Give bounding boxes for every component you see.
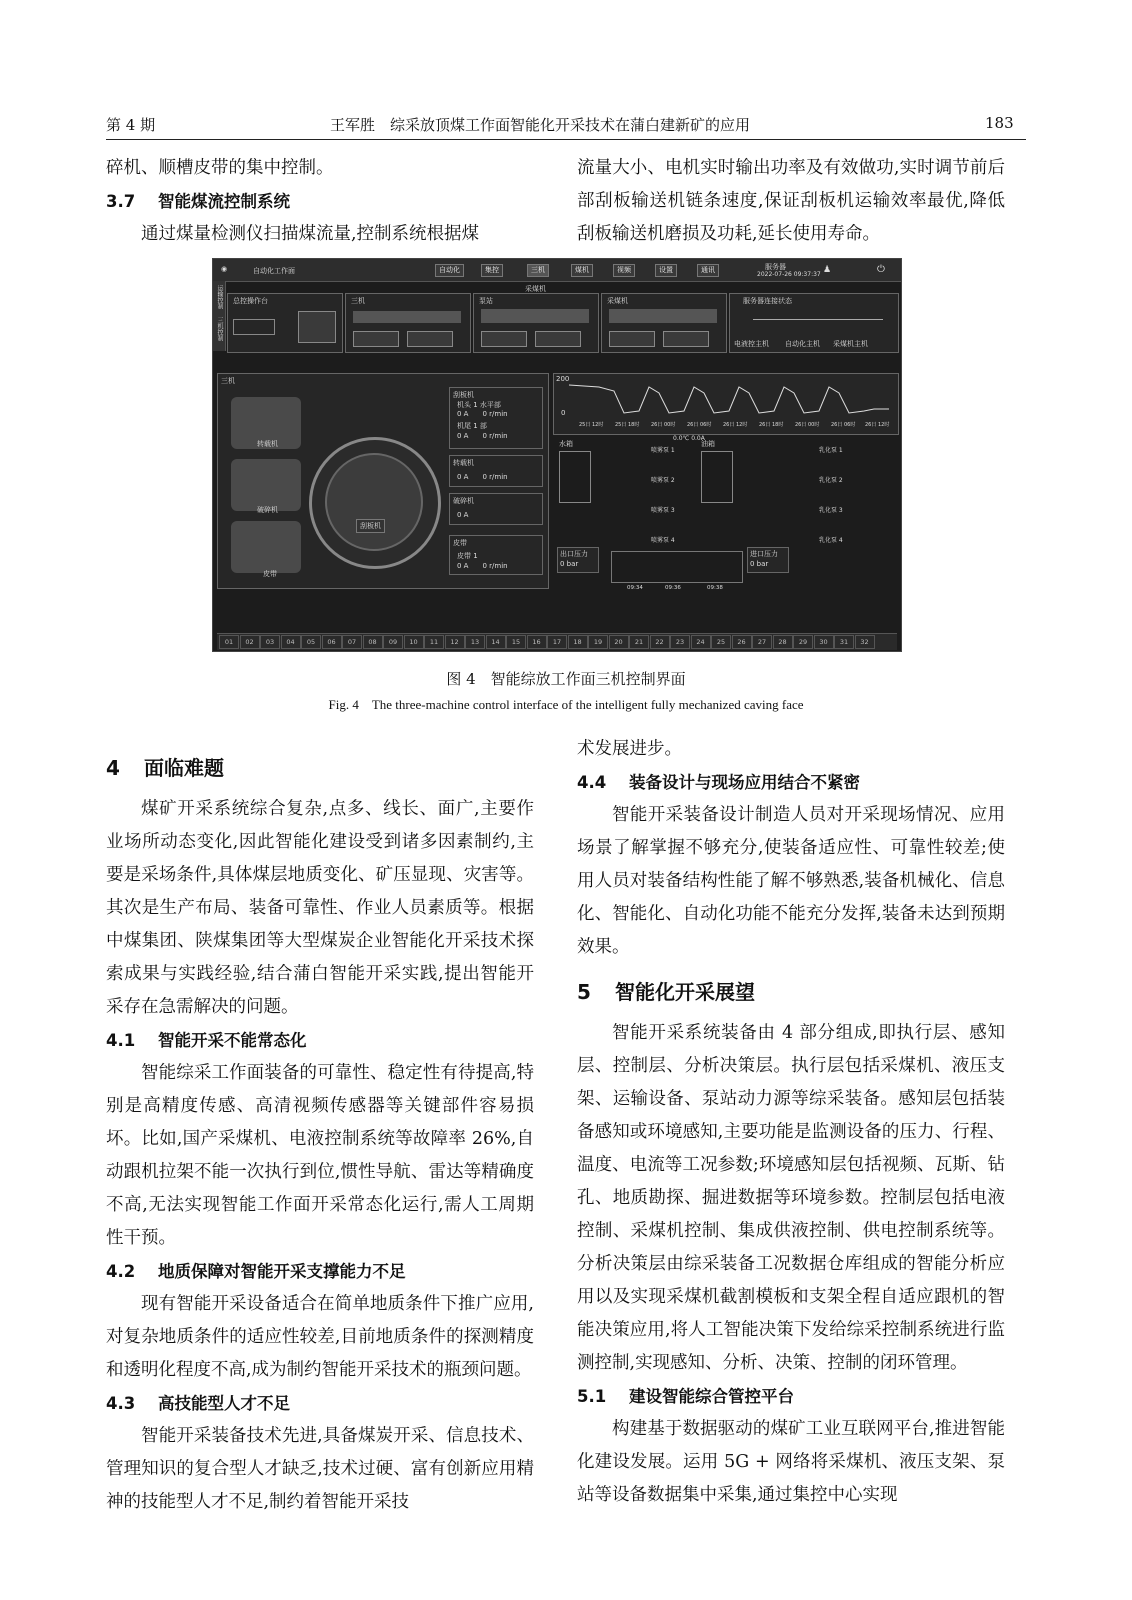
section-title: 三机: [221, 377, 235, 385]
section-number: 5: [577, 980, 591, 1004]
section-title: 面临难题: [144, 756, 224, 780]
support-index-item[interactable]: 12: [445, 635, 465, 649]
ui-server-label: 服务器: [765, 263, 786, 271]
chart-x-label: 26日 06时: [831, 422, 856, 428]
support-index-item[interactable]: 31: [834, 635, 854, 649]
figure-caption-cn: 图 4 智能综放工作面三机控制界面: [446, 670, 686, 688]
support-index-item[interactable]: 05: [301, 635, 321, 649]
paragraph: 智能开采装备技术先进,具备煤炭开采、信息技术、管理知识的复合型人才缺乏,技术过硬、富有创新应用精神的技能型人才不足,制约着智能开采技: [106, 1426, 534, 1512]
support-index-item[interactable]: 03: [260, 635, 280, 649]
center-dial-label: 刮板机: [356, 519, 385, 533]
oil-tank-label: 油箱: [701, 440, 715, 448]
readout-title: 破碎机: [453, 497, 474, 505]
ui-tab[interactable]: 视频: [613, 264, 635, 277]
section-title: 智能化开采展望: [615, 980, 755, 1004]
inlet-pressure-value: 0 bar: [750, 560, 769, 568]
left-column: [106, 740, 534, 1519]
server-node: 电液控主机: [734, 340, 769, 348]
panel-image: [609, 309, 717, 323]
pump-left: 喷雾泵 2: [651, 477, 675, 484]
support-index-item[interactable]: 01: [219, 635, 239, 649]
chart-x-label: 26日 06时: [687, 422, 712, 428]
chart-y-label: 0: [561, 409, 566, 417]
time-label: 09:38: [707, 585, 723, 591]
pump-left: 喷雾泵 3: [651, 507, 675, 514]
readout-title: 皮带: [453, 539, 467, 547]
figure-caption-en: Fig. 4 The three-machine control interface of the intelligent fully mechanized caving face: [328, 697, 804, 712]
water-tank: [559, 451, 591, 503]
panel-button[interactable]: [407, 331, 453, 347]
machine-image: [231, 521, 301, 573]
ui-side-tab[interactable]: 三机控制: [216, 317, 223, 341]
support-index-item[interactable]: 29: [793, 635, 813, 649]
ui-center-top-label: 采煤机: [525, 285, 546, 293]
support-index-item[interactable]: 07: [342, 635, 362, 649]
panel-image: [353, 311, 461, 323]
machine-label: 破碎机: [257, 506, 278, 514]
support-index-item[interactable]: 20: [609, 635, 629, 649]
support-index-item[interactable]: 17: [547, 635, 567, 649]
chart-x-label: 26日 18时: [759, 422, 784, 428]
chart-x-axis: [569, 421, 889, 431]
readout-line: 皮带 1: [457, 552, 478, 560]
section-title: 装备设计与现场应用结合不紧密: [629, 773, 860, 792]
support-index-item[interactable]: 11: [424, 635, 444, 649]
section-number: 4.2: [106, 1262, 136, 1281]
panel-button[interactable]: [609, 331, 655, 347]
section-heading: [577, 1380, 1005, 1413]
chart-x-label: 26日 12时: [723, 422, 748, 428]
right-column: [577, 733, 1005, 1512]
top-right-column: [577, 152, 1005, 251]
readout-line: 0 A 0 r/min: [457, 562, 508, 570]
chart-x-label: 25日 18时: [615, 422, 640, 428]
panel-button[interactable]: [353, 331, 399, 347]
header-rule: [106, 139, 1026, 140]
pressure-chart: [611, 551, 743, 583]
panel-title: 总控操作台: [233, 297, 268, 305]
support-index-item[interactable]: 19: [588, 635, 608, 649]
support-index-item[interactable]: 30: [814, 635, 834, 649]
chart-y-label: 200: [556, 375, 570, 383]
section-heading: [106, 185, 534, 218]
server-link-line: [753, 319, 883, 320]
paragraph: 智能开采系统装备由 4 部分组成,即执行层、感知层、控制层、分析决策层。执行层包括采煤机、液压支架、运输设备、泵站动力源等综采装备。感知层包括装备感知或环境感知,主要功能是监测设备的压力、行程、温度、电流等工况参数;环境感知层包括视频、瓦斯、钻孔、地质勘探、掘进数据等环境参数。控制层包括电液控制、采煤机控制、集成供液控制、供电控制系统等。分析决策层由综采装备工况数据仓库组成的智能分析应用以及实现采煤机截割模板和支架全程自适应跟机的智能决策应用,将人工智能决策下发给综采控制系统进行监测控制,实现感知、分析、决策、控制的闭环管理。: [577, 1023, 1005, 1373]
outlet-pressure-value: 0 bar: [560, 560, 579, 568]
paragraph: 现有智能开采设备适合在简单地质条件下推广应用,对复杂地质条件的适应性较差,目前地质条件的探测精度和透明化程度不高,成为制约智能开采技术的瓶颈问题。: [106, 1294, 534, 1380]
panel-title: 泵站: [479, 297, 493, 305]
section-number: 4.4: [577, 773, 607, 792]
issue-number: 第 4 期: [106, 116, 156, 134]
support-index-item[interactable]: 08: [363, 635, 383, 649]
support-index-item[interactable]: 24: [691, 635, 711, 649]
ui-tab[interactable]: 设置: [655, 264, 677, 277]
pump-right: 乳化泵 4: [819, 537, 843, 544]
center-dial-inner: [325, 453, 423, 551]
pump-value: 0.0℃ 0.0A: [673, 435, 705, 442]
console-diagram: [233, 319, 275, 335]
section-heading: [106, 752, 534, 785]
support-index-item[interactable]: 13: [465, 635, 485, 649]
support-index-item[interactable]: 16: [527, 635, 547, 649]
inlet-pressure-label: 进口压力: [750, 550, 778, 558]
panel-title: 服务器连接状态: [743, 297, 792, 305]
readout-line: 0 A 0 r/min: [457, 432, 508, 440]
power-icon[interactable]: ⏻: [877, 264, 885, 275]
trend-line: [569, 385, 889, 413]
ui-tab[interactable]: 通讯: [697, 264, 719, 277]
paragraph: 智能开采装备设计制造人员对开采现场情况、应用场景了解掌握不够充分,使装备适应性、可靠性较差;使用人员对装备结构性能了解不够熟悉,装备机械化、信息化、智能化、自动化功能不能充分发挥,装备未达到预期效果。: [577, 805, 1005, 957]
pump-right: 乳化泵 3: [819, 507, 843, 514]
panel-title: 三机: [351, 297, 365, 305]
machine-label: 转载机: [257, 440, 278, 448]
section-title: 建设智能综合管控平台: [629, 1387, 794, 1406]
running-title: 王军胜 综采放顶煤工作面智能化开采技术在蒲白建新矿的应用: [330, 116, 751, 134]
section-title: 地质保障对智能开采支撑能力不足: [158, 1262, 406, 1281]
paragraph: 碎机、顺槽皮带的集中控制。: [106, 158, 334, 178]
section-heading: [577, 976, 1005, 1009]
support-index-item[interactable]: 06: [322, 635, 342, 649]
chart-x-label: 25日 12时: [579, 422, 604, 428]
console-buttons[interactable]: [298, 311, 336, 343]
pump-left: 喷雾泵 4: [651, 537, 675, 544]
ui-tab[interactable]: 煤机: [571, 264, 593, 277]
support-index-item[interactable]: 23: [670, 635, 690, 649]
support-index-item[interactable]: 28: [773, 635, 793, 649]
page-number: 183: [985, 114, 1014, 132]
readout-title: 刮板机: [453, 391, 474, 399]
support-index-item[interactable]: 26: [732, 635, 752, 649]
machine-image: [231, 459, 301, 511]
readout-line: 机尾 1 部: [457, 422, 487, 430]
paragraph: 术发展进步。: [577, 739, 682, 759]
ui-tab[interactable]: 集控: [481, 264, 503, 277]
ui-tab[interactable]: 三机: [527, 264, 549, 277]
server-node: 采煤机主机: [833, 340, 868, 348]
paragraph: 煤矿开采系统综合复杂,点多、线长、面广,主要作业场所动态变化,因此智能化建设受到诸多因素制约,主要是采场条件,具体煤层地质变化、矿压显现、灾害等。其次是生产布局、装备可靠性、作业人员素质等。根据中煤集团、陕煤集团等大型煤炭企业智能化开采技术探索成果与实践经验,结合蒲白智能开采实践,提出智能开采存在急需解决的问题。: [106, 799, 534, 1017]
section-number: 4: [106, 756, 120, 780]
figure-screenshot: [212, 258, 902, 652]
paragraph: 智能综采工作面装备的可靠性、稳定性有待提高,特别是高精度传感、高清视频传感器等关键部件容易损坏。比如,国产采煤机、电液控制系统等故障率 26%,自动跟机拉架不能一次执行到位,惯性导航、雷达等精确度不高,无法实现智能工作面开采常态化运行,需人工周期性干预。: [106, 1063, 534, 1248]
section-title: 高技能型人才不足: [158, 1394, 290, 1413]
section-heading: [106, 1024, 534, 1057]
support-index-item[interactable]: 15: [506, 635, 526, 649]
readout-line: 机头 1 水平部: [457, 401, 501, 409]
server-node: 自动化主机: [785, 340, 820, 348]
ui-datetime: 2022-07-26 09:37:37: [757, 271, 821, 278]
support-index-item[interactable]: 22: [650, 635, 670, 649]
paragraph: 通过煤量检测仪扫描煤流量,控制系统根据煤: [141, 224, 480, 244]
machine-label: 皮带: [263, 570, 277, 578]
paragraph: 流量大小、电机实时输出功率及有效做功,实时调节前后部刮板输送机链条速度,保证刮板机运输效率最优,降低刮板输送机磨损及功耗,延长使用寿命。: [577, 158, 1005, 244]
ui-title: 自动化工作面: [253, 267, 295, 275]
section-number: 4.3: [106, 1394, 136, 1413]
oil-tank: [701, 451, 733, 503]
section-title: 智能开采不能常态化: [158, 1031, 307, 1050]
chart-x-label: 26日 00时: [651, 422, 676, 428]
section-heading: [577, 766, 1005, 799]
support-index-item[interactable]: 18: [568, 635, 588, 649]
chart-x-label: 26日 12时: [865, 422, 890, 428]
support-index-item[interactable]: 27: [752, 635, 772, 649]
time-label: 09:34: [627, 585, 643, 591]
water-tank-label: 水箱: [559, 440, 573, 448]
section-number: 3.7: [106, 192, 136, 211]
ui-side-tab[interactable]: 运输控制: [216, 285, 223, 309]
readout-line: 0 A 0 r/min: [457, 410, 508, 418]
paragraph: 构建基于数据驱动的煤矿工业互联网平台,推进智能化建设发展。运用 5G + 网络将采煤机、液压支架、泵站等设备数据集中采集,通过集控中心实现: [577, 1419, 1005, 1505]
section-heading: [106, 1255, 534, 1288]
section-heading: [106, 1387, 534, 1420]
support-index-item[interactable]: 09: [383, 635, 403, 649]
chart-x-label: 26日 00时: [795, 422, 820, 428]
top-left-column: [106, 152, 534, 251]
support-index-list: [219, 635, 899, 648]
outlet-pressure-label: 出口压力: [560, 550, 588, 558]
panel-button[interactable]: [481, 331, 527, 347]
pump-right: 乳化泵 2: [819, 477, 843, 484]
support-index-item[interactable]: 04: [281, 635, 301, 649]
support-index-item[interactable]: 25: [711, 635, 731, 649]
user-icon[interactable]: ♟: [823, 265, 832, 275]
panel-image: [481, 309, 589, 323]
support-index-item[interactable]: 32: [855, 635, 875, 649]
support-index-item[interactable]: 02: [240, 635, 260, 649]
section-title: 智能煤流控制系统: [158, 192, 290, 211]
readout-line: 0 A: [457, 511, 469, 519]
ui-logo-icon: ◉: [221, 265, 228, 273]
support-index-item[interactable]: 14: [486, 635, 506, 649]
pump-right: 乳化泵 1: [819, 447, 843, 454]
pump-left: 喷雾泵 1: [651, 447, 675, 454]
support-index-item[interactable]: 10: [404, 635, 424, 649]
readout-title: 转载机: [453, 459, 474, 467]
trend-chart-svg: [569, 379, 889, 417]
support-index-item[interactable]: 21: [629, 635, 649, 649]
section-number: 5.1: [577, 1387, 607, 1406]
section-number: 4.1: [106, 1031, 136, 1050]
time-label: 09:36: [665, 585, 681, 591]
ui-tab[interactable]: 自动化: [435, 264, 464, 277]
panel-button[interactable]: [535, 331, 581, 347]
readout-line: 0 A 0 r/min: [457, 473, 508, 481]
panel-button[interactable]: [663, 331, 709, 347]
panel-title: 采煤机: [607, 297, 628, 305]
